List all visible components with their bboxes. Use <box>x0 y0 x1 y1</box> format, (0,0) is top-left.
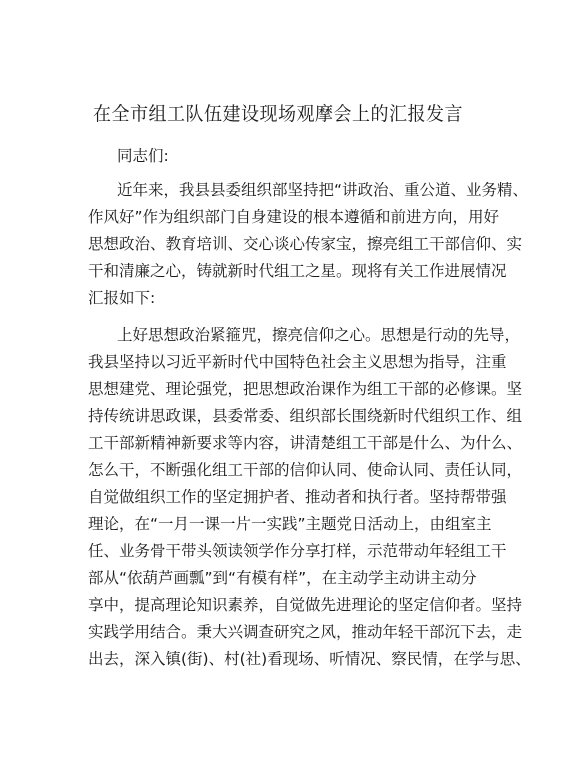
text-line: 汇报如下: <box>88 289 156 307</box>
text-line: 自觉做组织工作的坚定拥护者、推动者和执行者。坚持帮带强 <box>88 488 507 506</box>
text-line: 思想建党、理论强党，把思想政治课作为组工干部的必修课。坚 <box>88 380 523 398</box>
text-line: 上好思想政治紧箍咒，擦亮信仰之心。思想是行动的先导， <box>117 326 521 344</box>
text-line: 出去，深入镇(街)、村(社)看现场、听情况、察民情，在学与思、 <box>88 650 531 668</box>
text-line: 干和清廉之心，铸就新时代组工之星。现将有关工作进展情况 <box>88 262 507 280</box>
text-line: 我县坚持以习近平新时代中国特色社会主义思想为指导，注重 <box>88 353 507 371</box>
text-line: 享中，提高理论知识素养，自觉做先进理论的坚定信仰者。坚持 <box>88 596 523 614</box>
text-line: 近年来，我县县委组织部坚持把“讲政治、重公道、业务精、 <box>117 181 529 199</box>
text-line: 思想政治、教育培训、交心谈心传家宝，擦亮组工干部信仰、实 <box>88 235 523 253</box>
text-line: 任、业务骨干带头领读领学作分享打样，示范带动年轻组工干 <box>88 542 507 560</box>
text-line: 工干部新精神新要求等内容，讲清楚组工干部是什么、为什么、 <box>88 434 523 452</box>
text-line: 理论，在“一月一课一片一实践”主题党日活动上，由组室主 <box>88 515 492 533</box>
text-line: 实践学用结合。秉大兴调查研究之风，推动年轻干部沉下去，走 <box>88 623 523 641</box>
text-line: 部从“依葫芦画瓢”到“有模有样”，在主动学主动讲主动分 <box>88 569 477 587</box>
text-line: 持传统讲思政课，县委常委、组织部长围绕新时代组织工作、组 <box>88 407 523 425</box>
document-title: 在全市组工队伍建设现场观摩会上的汇报发言 <box>92 103 464 125</box>
salutation: 同志们: <box>117 147 169 165</box>
text-line: 怎么干，不断强化组工干部的信仰认同、使命认同、责任认同， <box>88 461 523 479</box>
text-line: 作风好”作为组织部门自身建设的根本遵循和前进方向，用好 <box>88 208 500 226</box>
